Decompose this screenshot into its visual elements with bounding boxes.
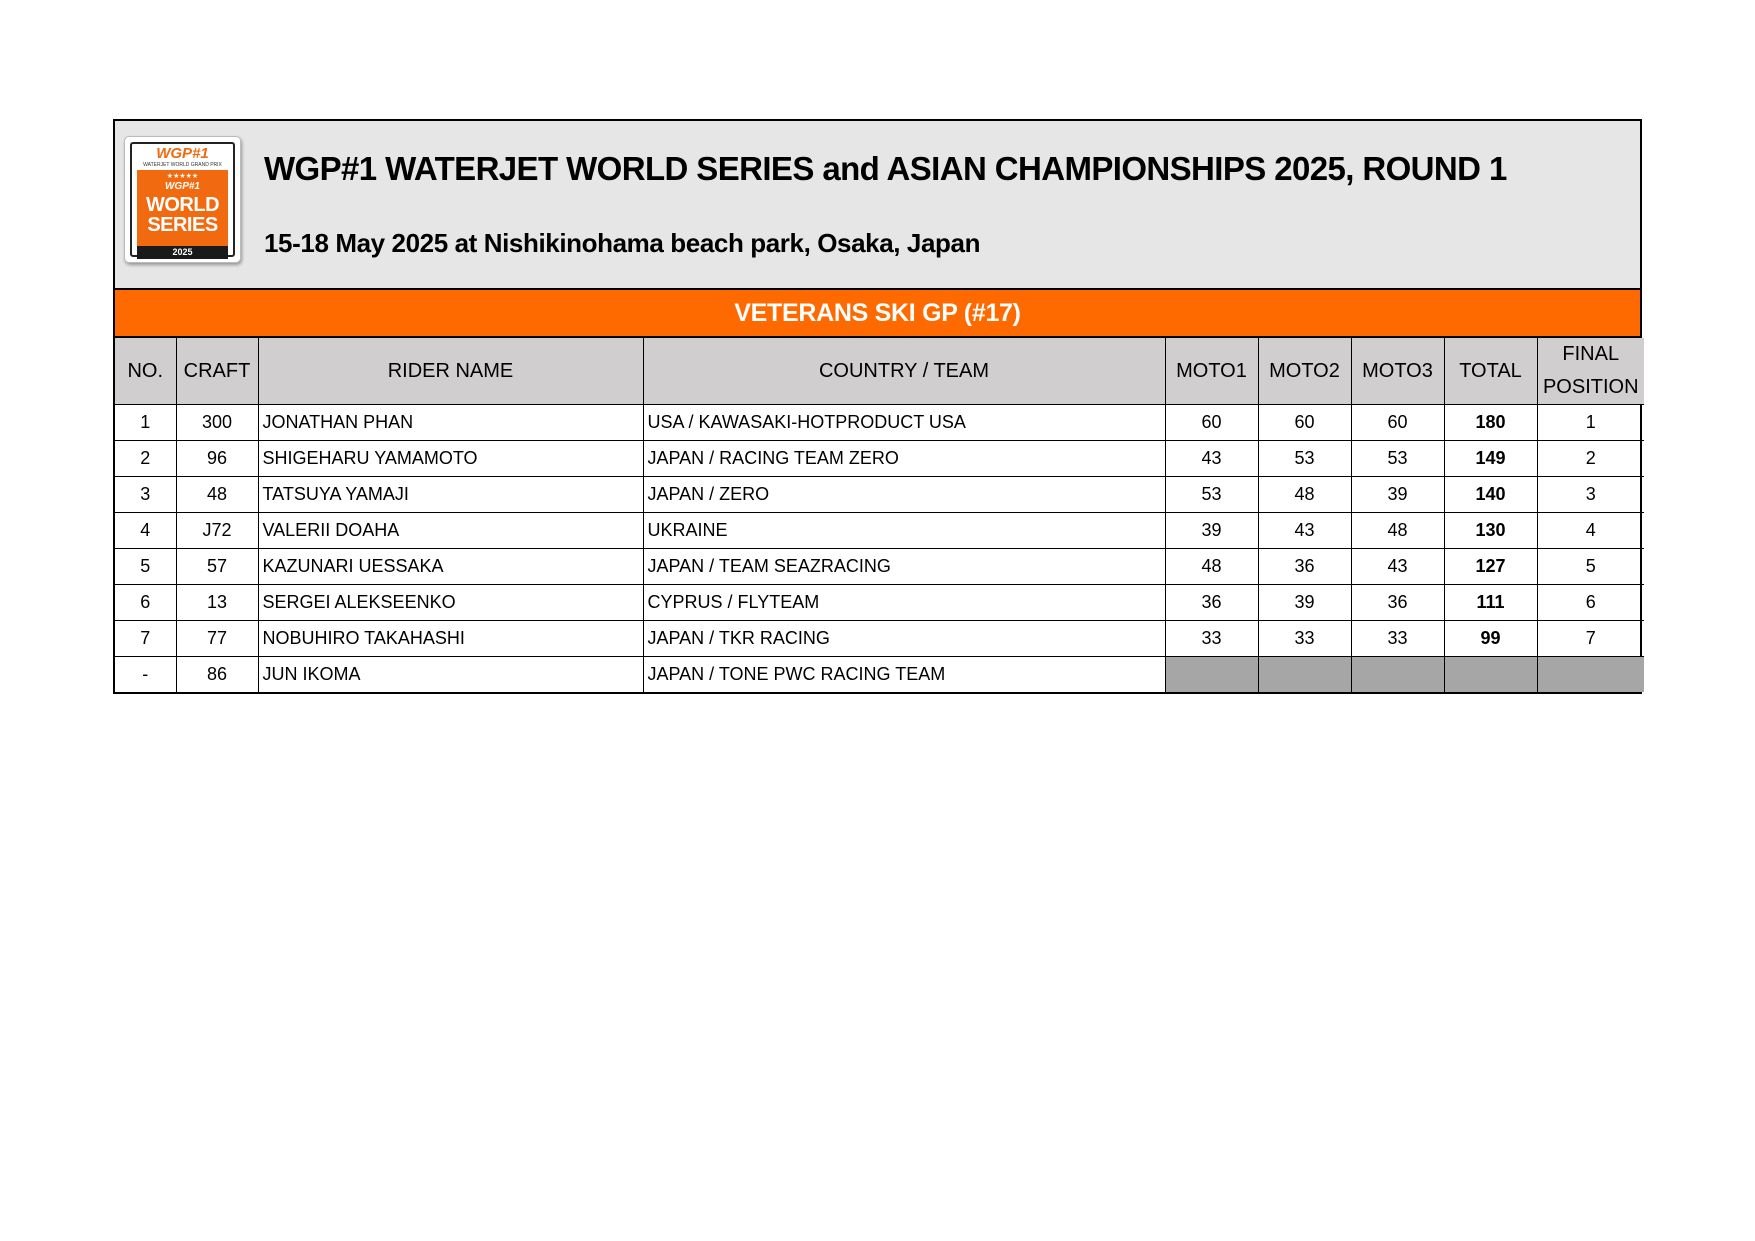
logo-top-text: WGP#1	[156, 145, 209, 162]
logo-badge	[137, 170, 228, 246]
logo-series-text: SERIES	[147, 214, 218, 236]
table-row	[115, 585, 1644, 621]
cell-moto3: 33	[1351, 621, 1444, 657]
cell-rider: TATSUYA YAMAJI	[258, 477, 643, 513]
event-subtitle: 15-18 May 2025 at Nishikinohama beach park, Osaka, Japan	[264, 228, 981, 258]
cell-total: 99	[1444, 621, 1537, 657]
col-header-rider: RIDER NAME	[258, 338, 643, 405]
cell-moto1	[1165, 657, 1258, 693]
cell-moto1: 39	[1165, 513, 1258, 549]
event-title: WGP#1 WATERJET WORLD SERIES and ASIAN CHAMPIONSHIPS 2025, ROUND 1	[264, 150, 1507, 187]
cell-total: 140	[1444, 477, 1537, 513]
cell-moto2: 36	[1258, 549, 1351, 585]
logo-stars: ★★★★★	[166, 173, 199, 180]
cell-craft: 86	[176, 657, 258, 693]
logo-mini-text: WGP#1	[164, 181, 200, 192]
cell-moto2: 33	[1258, 621, 1351, 657]
cell-moto1: 48	[1165, 549, 1258, 585]
cell-rider: SHIGEHARU YAMAMOTO	[258, 441, 643, 477]
cell-no: 7	[115, 621, 176, 657]
table-row	[115, 405, 1644, 441]
cell-no: -	[115, 657, 176, 693]
col-header-total: TOTAL	[1444, 338, 1537, 405]
final-line2: POSITION	[1542, 376, 1639, 398]
final-line1: FINAL	[1562, 343, 1620, 365]
cell-no: 5	[115, 549, 176, 585]
cell-rider: SERGEI ALEKSEENKO	[258, 585, 643, 621]
logo-small-text: WATERJET WORLD GRAND PRIX	[143, 162, 222, 168]
cell-moto1: 60	[1165, 405, 1258, 441]
cell-final: 7	[1537, 621, 1644, 657]
cell-no: 1	[115, 405, 176, 441]
cell-final: 1	[1537, 405, 1644, 441]
cell-craft: 57	[176, 549, 258, 585]
cell-total	[1444, 657, 1537, 693]
cell-final: 3	[1537, 477, 1644, 513]
cell-country: JAPAN / TEAM SEAZRACING	[643, 549, 1165, 585]
cell-craft: 300	[176, 405, 258, 441]
col-header-moto2: MOTO2	[1258, 338, 1351, 405]
cell-moto1: 36	[1165, 585, 1258, 621]
cell-no: 2	[115, 441, 176, 477]
event-header	[115, 121, 1640, 290]
cell-moto2: 60	[1258, 405, 1351, 441]
cell-moto2	[1258, 657, 1351, 693]
cell-moto3: 43	[1351, 549, 1444, 585]
cell-craft: 48	[176, 477, 258, 513]
cell-total: 130	[1444, 513, 1537, 549]
cell-moto3: 36	[1351, 585, 1444, 621]
cell-rider: VALERII DOAHA	[258, 513, 643, 549]
results-table	[115, 338, 1644, 692]
results-sheet	[113, 119, 1642, 694]
table-row	[115, 549, 1644, 585]
cell-moto1: 43	[1165, 441, 1258, 477]
col-header-moto1: MOTO1	[1165, 338, 1258, 405]
cell-craft: 13	[176, 585, 258, 621]
table-row	[115, 477, 1644, 513]
cell-country: JAPAN / TKR RACING	[643, 621, 1165, 657]
cell-final: 4	[1537, 513, 1644, 549]
cell-final: 5	[1537, 549, 1644, 585]
cell-country: JAPAN / TONE PWC RACING TEAM	[643, 657, 1165, 693]
cell-moto1: 53	[1165, 477, 1258, 513]
table-row	[115, 513, 1644, 549]
cell-country: UKRAINE	[643, 513, 1165, 549]
cell-final	[1537, 657, 1644, 693]
col-header-moto3: MOTO3	[1351, 338, 1444, 405]
cell-no: 4	[115, 513, 176, 549]
cell-country: USA / KAWASAKI-HOTPRODUCT USA	[643, 405, 1165, 441]
cell-moto3: 39	[1351, 477, 1444, 513]
cell-moto3: 53	[1351, 441, 1444, 477]
cell-rider: NOBUHIRO TAKAHASHI	[258, 621, 643, 657]
cell-country: JAPAN / ZERO	[643, 477, 1165, 513]
category-title: VETERANS SKI GP (#17)	[115, 290, 1640, 338]
cell-craft: 77	[176, 621, 258, 657]
cell-moto2: 53	[1258, 441, 1351, 477]
wgp-world-series-logo	[124, 136, 241, 263]
cell-rider: JUN IKOMA	[258, 657, 643, 693]
col-header-final-position	[1537, 338, 1644, 405]
cell-moto3	[1351, 657, 1444, 693]
table-row	[115, 657, 1644, 693]
cell-country: JAPAN / RACING TEAM ZERO	[643, 441, 1165, 477]
cell-craft: 96	[176, 441, 258, 477]
cell-rider: JONATHAN PHAN	[258, 405, 643, 441]
col-header-no: NO.	[115, 338, 176, 405]
cell-final: 6	[1537, 585, 1644, 621]
col-header-craft: CRAFT	[176, 338, 258, 405]
cell-country: CYPRUS / FLYTEAM	[643, 585, 1165, 621]
cell-total: 127	[1444, 549, 1537, 585]
col-header-country: COUNTRY / TEAM	[643, 338, 1165, 405]
cell-no: 3	[115, 477, 176, 513]
cell-final: 2	[1537, 441, 1644, 477]
logo-year: 2025	[137, 246, 228, 259]
table-row	[115, 441, 1644, 477]
cell-moto2: 43	[1258, 513, 1351, 549]
table-row	[115, 621, 1644, 657]
cell-total: 149	[1444, 441, 1537, 477]
cell-total: 180	[1444, 405, 1537, 441]
cell-moto3: 60	[1351, 405, 1444, 441]
logo-world-text: WORLD	[145, 194, 220, 216]
cell-rider: KAZUNARI UESSAKA	[258, 549, 643, 585]
cell-craft: J72	[176, 513, 258, 549]
cell-moto2: 39	[1258, 585, 1351, 621]
cell-moto1: 33	[1165, 621, 1258, 657]
cell-no: 6	[115, 585, 176, 621]
cell-moto3: 48	[1351, 513, 1444, 549]
cell-total: 111	[1444, 585, 1537, 621]
column-header-row	[115, 338, 1644, 405]
cell-moto2: 48	[1258, 477, 1351, 513]
